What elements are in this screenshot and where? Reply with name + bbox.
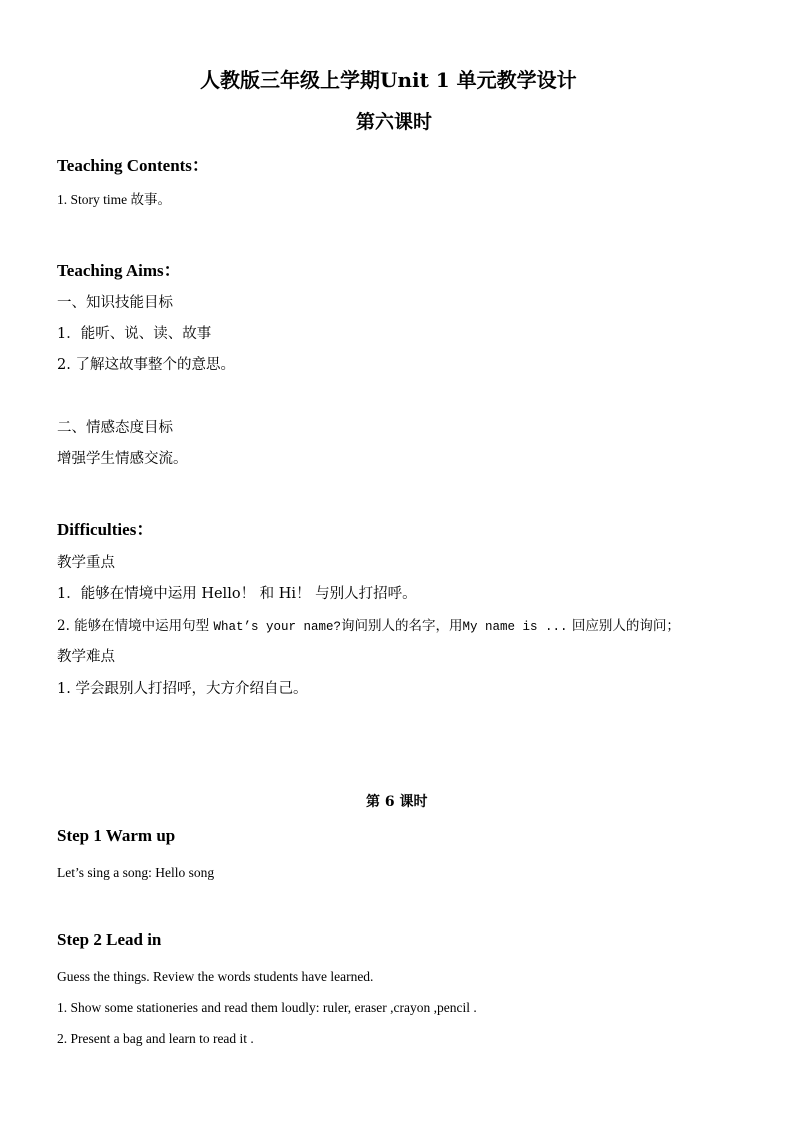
key-point-2-sentence: What’s your name? bbox=[213, 620, 341, 634]
lesson-label: 第 6 课时 bbox=[366, 794, 428, 810]
step-2-item-2: 2. Present a bag and learn to read it . bbox=[57, 1031, 254, 1046]
key-point-2-prefix: 2. 能够在情境中运用句型 bbox=[57, 618, 214, 634]
step-2-item-1: 1. Show some stationeries and read them loudly: ruler, eraser ,crayon ,pencil . bbox=[57, 1000, 477, 1015]
key-point-1: 1．能够在情境中运用 Hello！ 和 Hi！ 与别人打招呼。 bbox=[57, 586, 417, 602]
step-2-heading: Step 2 Lead in bbox=[57, 930, 162, 949]
key-point-2-suffix: 回应别人的询问； bbox=[567, 618, 680, 634]
step-1-heading: Step 1 Warm up bbox=[57, 826, 176, 845]
aims-section-2-label: 二、情感态度目标 bbox=[57, 420, 173, 436]
key-points-label: 教学重点 bbox=[57, 555, 115, 571]
aims-section-1-label: 一、知识技能目标 bbox=[57, 295, 173, 311]
teaching-contents-item-1: 1. Story time 故事。 bbox=[57, 192, 171, 207]
aims-section-2-text: 增强学生情感交流。 bbox=[57, 451, 188, 467]
teaching-contents-heading: Teaching Contents： bbox=[57, 156, 209, 175]
key-point-2-answer: My name is ... bbox=[462, 620, 568, 634]
difficult-point-1: 1. 学会跟别人打招呼，大方介绍自己。 bbox=[57, 681, 308, 697]
key-point-2-middle: 询问别人的名字，用 bbox=[341, 618, 463, 634]
lesson-subtitle: 第六课时 bbox=[356, 111, 433, 133]
difficult-points-label: 教学难点 bbox=[57, 649, 115, 665]
key-point-2 bbox=[57, 614, 680, 634]
difficulties-heading: Difficulties： bbox=[57, 520, 154, 539]
teaching-aims-heading: Teaching Aims： bbox=[57, 261, 181, 280]
step-1-text: Let’s sing a song: Hello song bbox=[57, 865, 215, 880]
aims-item-2: 2. 了解这故事整个的意思。 bbox=[57, 357, 235, 373]
document-title: 人教版三年级上学期Unit 1 单元教学设计 bbox=[200, 68, 577, 92]
step-2-text: Guess the things. Review the words students have learned. bbox=[57, 969, 374, 984]
aims-item-1: 1．能听、说、读、故事 bbox=[57, 326, 212, 342]
